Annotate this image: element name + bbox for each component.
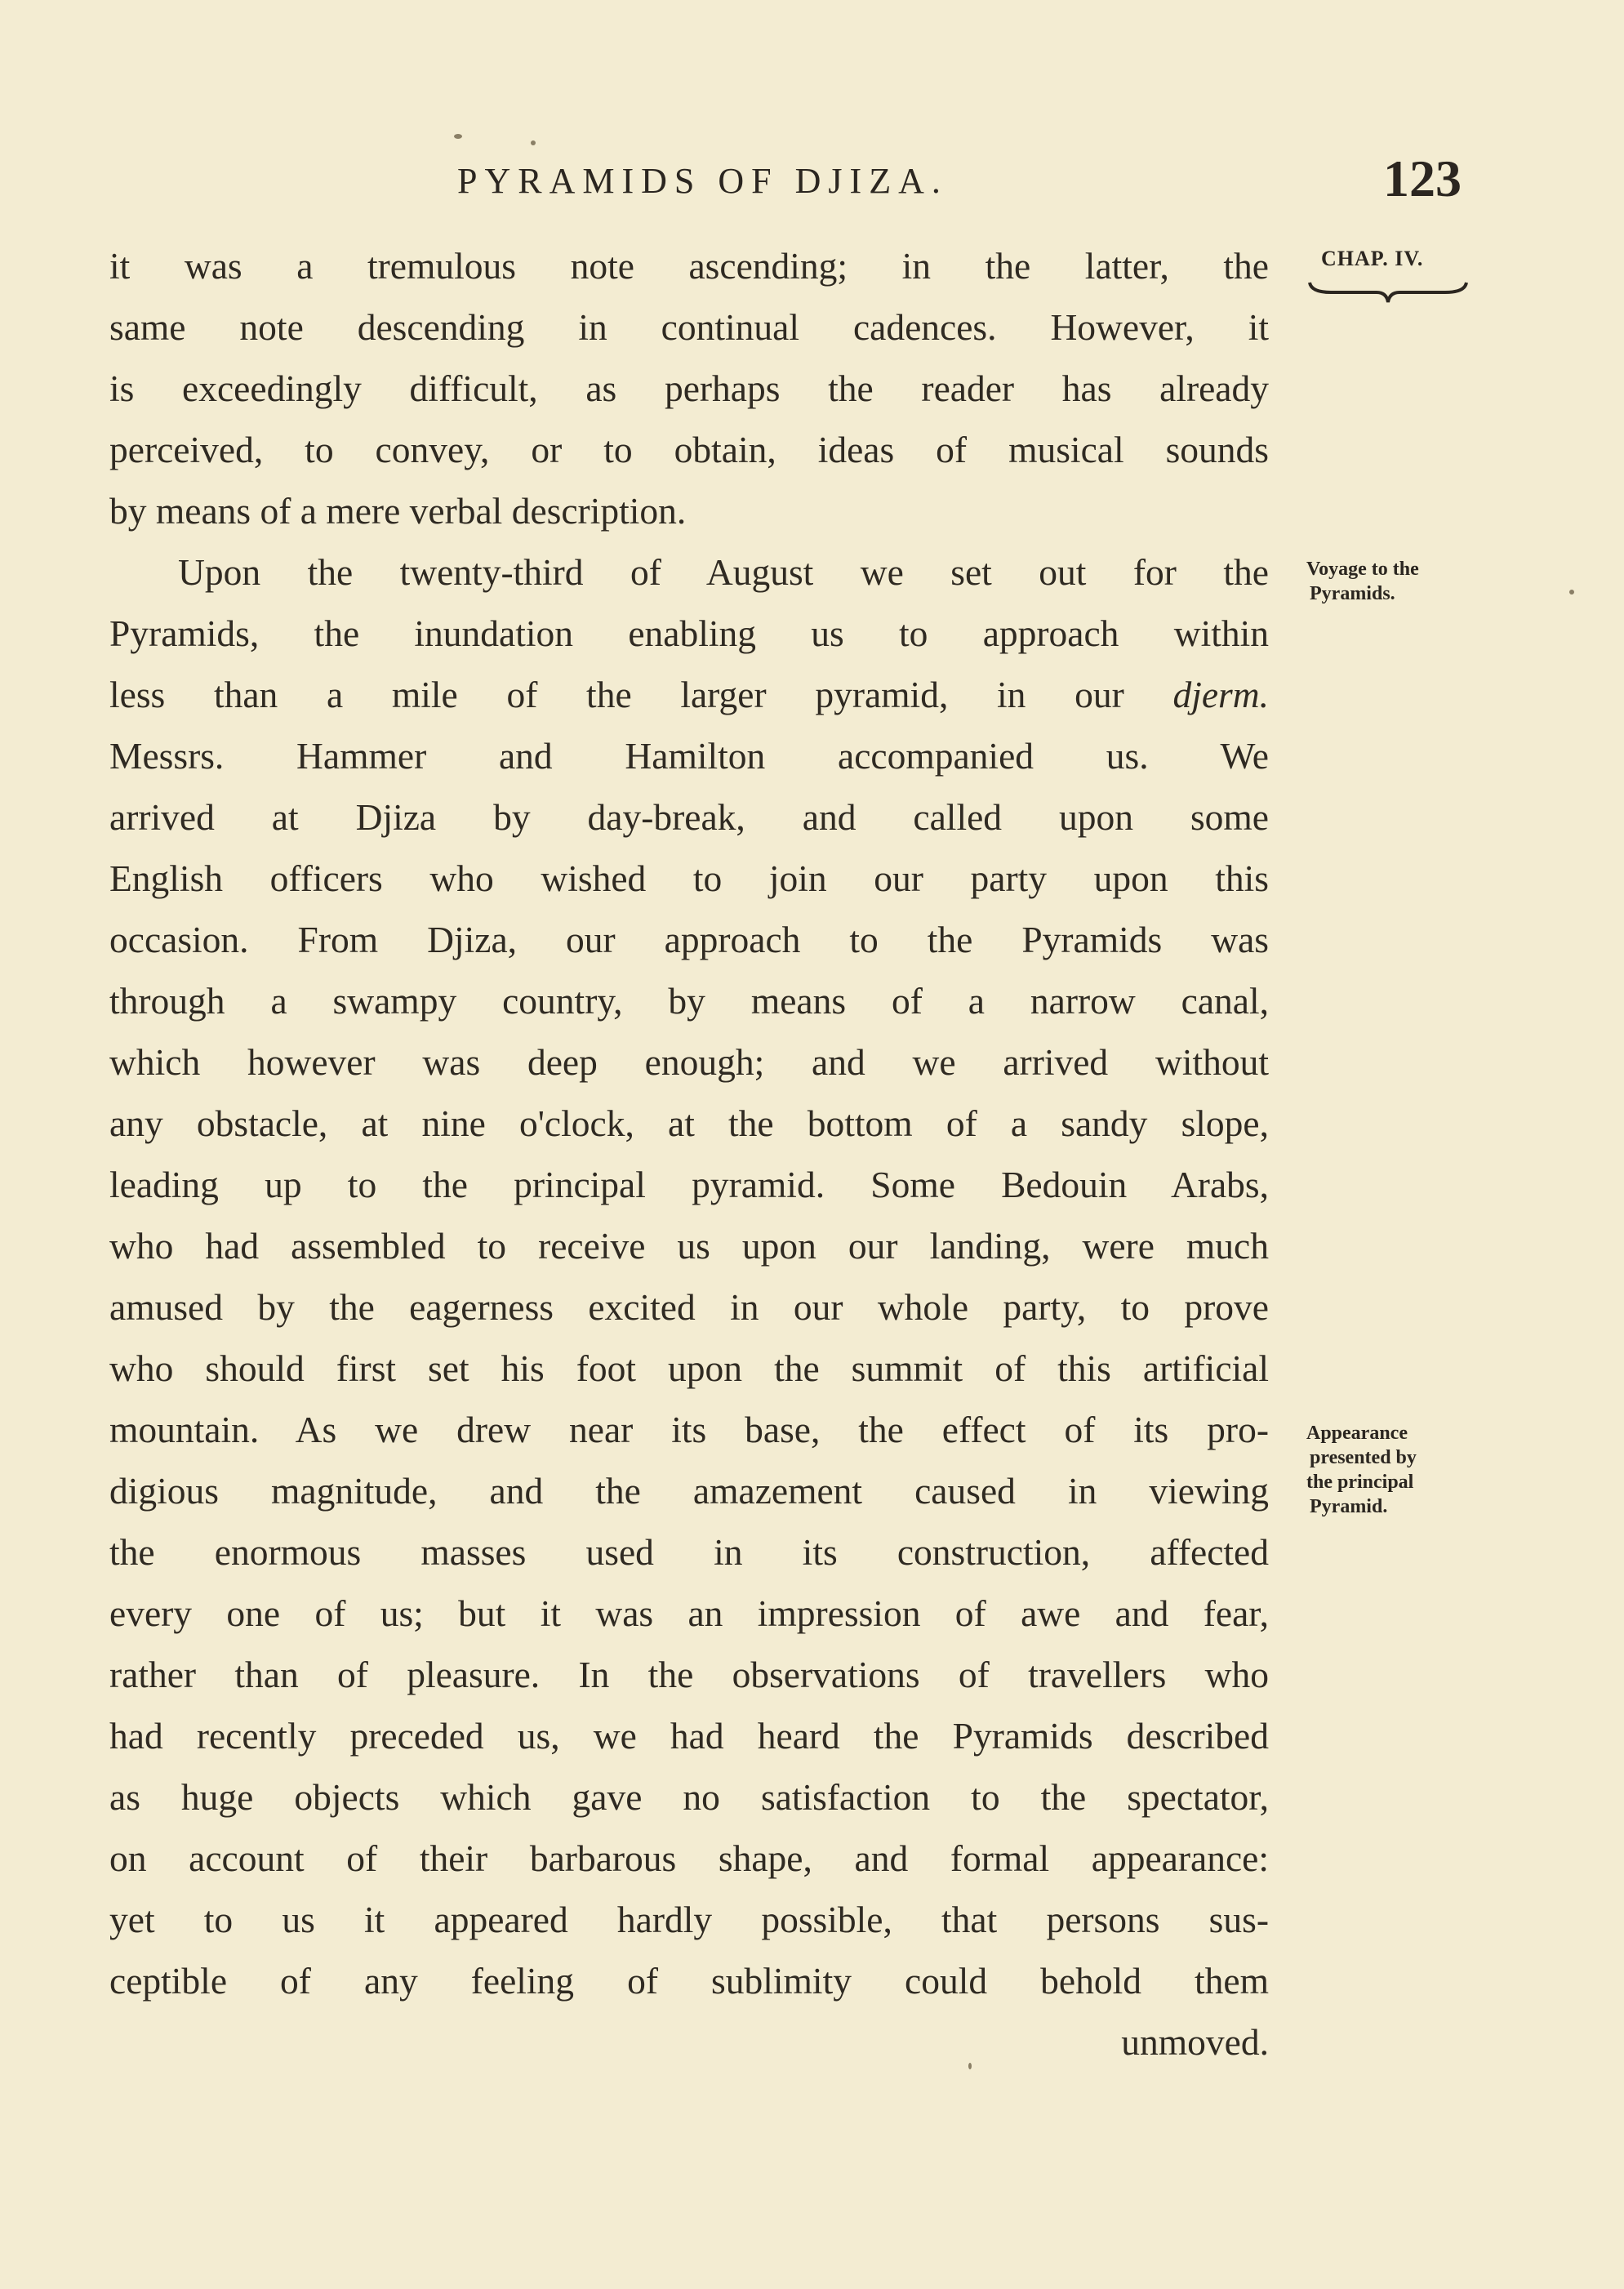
margin-note-voyage <box>1306 557 1419 606</box>
margin-note-line: the principal <box>1306 1472 1414 1493</box>
text-line: is exceedingly difficult, as perhaps the reader has already <box>109 367 1269 409</box>
body-text <box>109 235 1269 2073</box>
text-line: through a swampy country, by means of a narrow canal, <box>109 980 1269 1022</box>
text-line: which however was deep enough; and we arrived without <box>109 1041 1269 1083</box>
page-number: 123 <box>1383 149 1462 207</box>
text-line: it was a tremulous note ascending; in the latter, the <box>109 245 1269 287</box>
text-line: Upon the twenty-third of August we set out for the <box>178 551 1269 593</box>
text-line: by means of a mere verbal description. <box>109 490 687 532</box>
text-line: unmoved. <box>1121 2021 1269 2063</box>
text-line: who should first set his foot upon the summit of this artificial <box>109 1347 1269 1389</box>
text-line: occasion. From Djiza, our approach to the Pyramids was <box>109 919 1269 960</box>
text-line: arrived at Djiza by day-break, and called upon some <box>109 796 1269 838</box>
text-line: who had assembled to receive us upon our landing, were much <box>109 1225 1269 1267</box>
chapter-label: CHAP. IV. <box>1321 247 1424 270</box>
text-line: amused by the eagerness excited in our whole party, to prove <box>109 1286 1269 1328</box>
text-line: on account of their barbarous shape, and formal appearance: <box>109 1837 1269 1879</box>
text-line: Pyramids, the inundation enabling us to approach within <box>109 612 1269 654</box>
margin-note-line: Pyramid. <box>1310 1496 1388 1517</box>
paper-speck <box>968 2063 972 2069</box>
text-line: rather than of pleasure. In the observations of travellers who <box>109 1654 1269 1695</box>
margin-note-line: Pyramids. <box>1310 583 1395 604</box>
text-line: same note descending in continual cadences. However, it <box>109 306 1269 348</box>
text-line: mountain. As we drew near its base, the effect of its pro- <box>109 1409 1269 1450</box>
text-line: any obstacle, at nine o'clock, at the bottom of a sandy slope, <box>109 1102 1269 1144</box>
margin-note-appearance <box>1306 1421 1417 1519</box>
text-line: ceptible of any feeling of sublimity could behold them <box>109 1960 1269 2002</box>
text-line: digious magnitude, and the amazement caused in viewing <box>109 1470 1269 1512</box>
text-segment: less than a mile of the larger pyramid, in our <box>109 674 1124 715</box>
running-title: PYRAMIDS OF DJIZA. <box>457 161 948 201</box>
text-line: as huge objects which gave no satisfaction to the spectator, <box>109 1776 1269 1818</box>
margin-note-line: presented by <box>1310 1447 1417 1468</box>
paper-speck <box>531 140 536 145</box>
text-line <box>109 664 1269 725</box>
text-line: had recently preceded us, we had heard the Pyramids described <box>109 1715 1269 1757</box>
italic-word: djerm. <box>1172 674 1269 715</box>
margin-note-line: Appearance <box>1306 1423 1408 1444</box>
text-line: yet to us it appeared hardly possible, that persons sus- <box>109 1899 1269 1940</box>
brace-ornament <box>1306 278 1470 310</box>
text-line: perceived, to convey, or to obtain, ideas of musical sounds <box>109 429 1269 470</box>
text-line: every one of us; but it was an impression of awe and fear, <box>109 1592 1269 1634</box>
text-line: the enormous masses used in its construction, affected <box>109 1531 1269 1573</box>
text-line: leading up to the principal pyramid. Some Bedouin Arabs, <box>109 1164 1269 1205</box>
margin-note-line: Voyage to the <box>1306 559 1419 580</box>
paper-speck <box>454 134 462 139</box>
paper-speck <box>1569 590 1574 595</box>
text-line: Messrs. Hammer and Hamilton accompanied us. We <box>109 735 1269 777</box>
text-line: English officers who wished to join our party upon this <box>109 857 1269 899</box>
